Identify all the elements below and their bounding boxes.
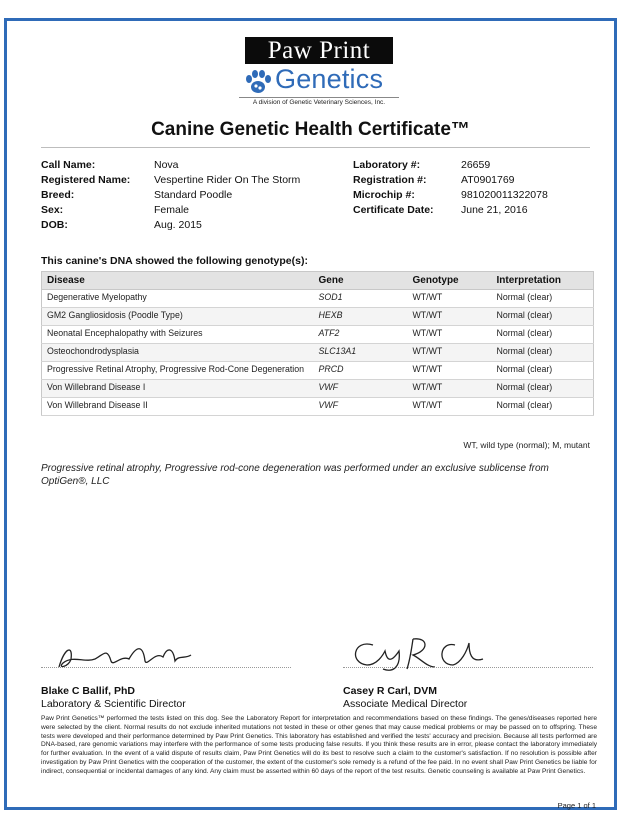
info-row-call-name bbox=[41, 158, 300, 173]
interpretation-cell: Normal (clear) bbox=[492, 326, 594, 344]
table-row bbox=[42, 380, 594, 398]
logo-top-text: Paw Print bbox=[245, 37, 393, 64]
column-header-interpretation: Interpretation bbox=[492, 272, 594, 290]
genotype-cell: WT/WT bbox=[408, 344, 492, 362]
table-row bbox=[42, 362, 594, 380]
genotype-cell: WT/WT bbox=[408, 380, 492, 398]
info-label: Registered Name: bbox=[41, 174, 131, 186]
info-value: Female bbox=[154, 204, 190, 216]
info-value: Vespertine Rider On The Storm bbox=[154, 174, 301, 186]
info-label: DOB: bbox=[41, 219, 68, 231]
signer-name-left: Blake C Ballif, PhD bbox=[41, 685, 135, 697]
info-label: Sex: bbox=[41, 204, 64, 216]
title-divider bbox=[41, 147, 590, 148]
info-label: Breed: bbox=[41, 189, 75, 201]
info-label: Certificate Date: bbox=[353, 204, 434, 216]
info-label: Registration #: bbox=[353, 174, 427, 186]
genotype-table bbox=[41, 271, 594, 416]
interpretation-cell: Normal (clear) bbox=[492, 362, 594, 380]
paw-icon bbox=[243, 67, 273, 97]
table-row bbox=[42, 308, 594, 326]
page-number: Page 1 of 1 bbox=[557, 801, 596, 810]
disease-cell: Neonatal Encephalopathy with Seizures bbox=[42, 326, 314, 344]
column-header-gene: Gene bbox=[314, 272, 408, 290]
info-value: Aug. 2015 bbox=[154, 219, 202, 231]
genotype-legend: WT, wild type (normal); M, mutant bbox=[463, 440, 590, 450]
info-row-microchip-number bbox=[353, 188, 548, 203]
info-value: AT0901769 bbox=[461, 174, 515, 186]
certificate-title: Canine Genetic Health Certificate™ bbox=[151, 119, 470, 140]
info-row-registered-name bbox=[41, 173, 300, 188]
info-row-certificate-date bbox=[353, 203, 548, 218]
certificate-frame bbox=[4, 18, 617, 810]
paw-print-genetics-logo bbox=[239, 37, 399, 109]
interpretation-cell: Normal (clear) bbox=[492, 290, 594, 308]
genotype-cell: WT/WT bbox=[408, 308, 492, 326]
interpretation-cell: Normal (clear) bbox=[492, 308, 594, 326]
disease-cell: Progressive Retinal Atrophy, Progressive Rod-Cone Degeneration bbox=[42, 362, 314, 380]
genotype-cell: WT/WT bbox=[408, 398, 492, 416]
info-row-sex bbox=[41, 203, 300, 218]
interpretation-cell: Normal (clear) bbox=[492, 398, 594, 416]
genotype-cell: WT/WT bbox=[408, 290, 492, 308]
table-row bbox=[42, 344, 594, 362]
table-header-row bbox=[42, 272, 594, 290]
table-row bbox=[42, 398, 594, 416]
logo-subtitle: A division of Genetic Veterinary Sciences, Inc. bbox=[239, 97, 399, 106]
table-row bbox=[42, 290, 594, 308]
gene-cell: SLC13A1 bbox=[314, 344, 408, 362]
info-value: Nova bbox=[154, 159, 179, 171]
signer-title-right: Associate Medical Director bbox=[343, 698, 468, 710]
signer-title-left: Laboratory & Scientific Director bbox=[41, 698, 186, 710]
signature-line-left bbox=[41, 667, 291, 668]
signer-name-right: Casey R Carl, DVM bbox=[343, 685, 437, 697]
gene-cell: SOD1 bbox=[314, 290, 408, 308]
logo-genetics-text: Genetics bbox=[275, 64, 384, 94]
column-header-genotype: Genotype bbox=[408, 272, 492, 290]
disease-cell: GM2 Gangliosidosis (Poodle Type) bbox=[42, 308, 314, 326]
legal-disclaimer: Paw Print Genetics™ performed the tests listed on this dog. See the Laboratory Report for interpretation and recommendations based on these findings. The genes/diseases reported here were selected by the client. Normal results do not exclude inherited mutations not tested in these or other genes that may cause medical problems or may be passed on to offspring. These tests were developed and their performance determined by Paw Print Genetics. This laboratory has established and verified the tests' accuracy and precision. Because all tests performed are DNA-based, rare genomic variations may interfere with the performance of some tests producing false results. If you think these results are in error, please contact the laboratory immediately for further evaluation. In the event of a valid dispute of results claim, Paw Print Genetics will do its best to resolve such a claim to the customer's satisfaction. If no resolution is possible after investigation by Paw Print Genetics with the cooperation of the customer, the extent of the customer's sole remedy is a refund of the fee paid. In no event shall Paw Print Genetics be liable for indirect, consequential or incidental damages of any kind. Any claim must be asserted within 60 days of the report of the test results. Genetic counseling is available at Paw Print Genetics. bbox=[41, 715, 597, 775]
gene-cell: ATF2 bbox=[314, 326, 408, 344]
info-row-dob bbox=[41, 218, 300, 233]
dog-info-right bbox=[353, 158, 548, 218]
column-header-disease: Disease bbox=[42, 272, 314, 290]
info-value: June 21, 2016 bbox=[461, 204, 528, 216]
gene-cell: PRCD bbox=[314, 362, 408, 380]
info-value: 981020011322078 bbox=[461, 189, 548, 201]
disease-cell: Von Willebrand Disease I bbox=[42, 380, 314, 398]
sublicense-note: Progressive retinal atrophy, Progressive rod-cone degeneration was performed under an exclusive sublicense from OptiGen®, LLC bbox=[41, 463, 549, 487]
genotype-cell: WT/WT bbox=[408, 326, 492, 344]
info-row-breed bbox=[41, 188, 300, 203]
disease-cell: Osteochondrodysplasia bbox=[42, 344, 314, 362]
table-row bbox=[42, 326, 594, 344]
gene-cell: VWF bbox=[314, 380, 408, 398]
info-row-laboratory-number bbox=[353, 158, 548, 173]
info-value: 26659 bbox=[461, 159, 491, 171]
dna-heading: This canine's DNA showed the following genotype(s): bbox=[41, 255, 308, 267]
info-value: Standard Poodle bbox=[154, 189, 233, 201]
dog-info-left bbox=[41, 158, 300, 233]
disease-cell: Von Willebrand Disease II bbox=[42, 398, 314, 416]
genotype-cell: WT/WT bbox=[408, 362, 492, 380]
disease-cell: Degenerative Myelopathy bbox=[42, 290, 314, 308]
gene-cell: HEXB bbox=[314, 308, 408, 326]
info-row-registration-number bbox=[353, 173, 548, 188]
interpretation-cell: Normal (clear) bbox=[492, 344, 594, 362]
interpretation-cell: Normal (clear) bbox=[492, 380, 594, 398]
gene-cell: VWF bbox=[314, 398, 408, 416]
info-label: Microchip #: bbox=[353, 189, 415, 201]
signature-line-right bbox=[343, 667, 593, 668]
info-label: Laboratory #: bbox=[353, 159, 421, 171]
info-label: Call Name: bbox=[41, 159, 96, 171]
